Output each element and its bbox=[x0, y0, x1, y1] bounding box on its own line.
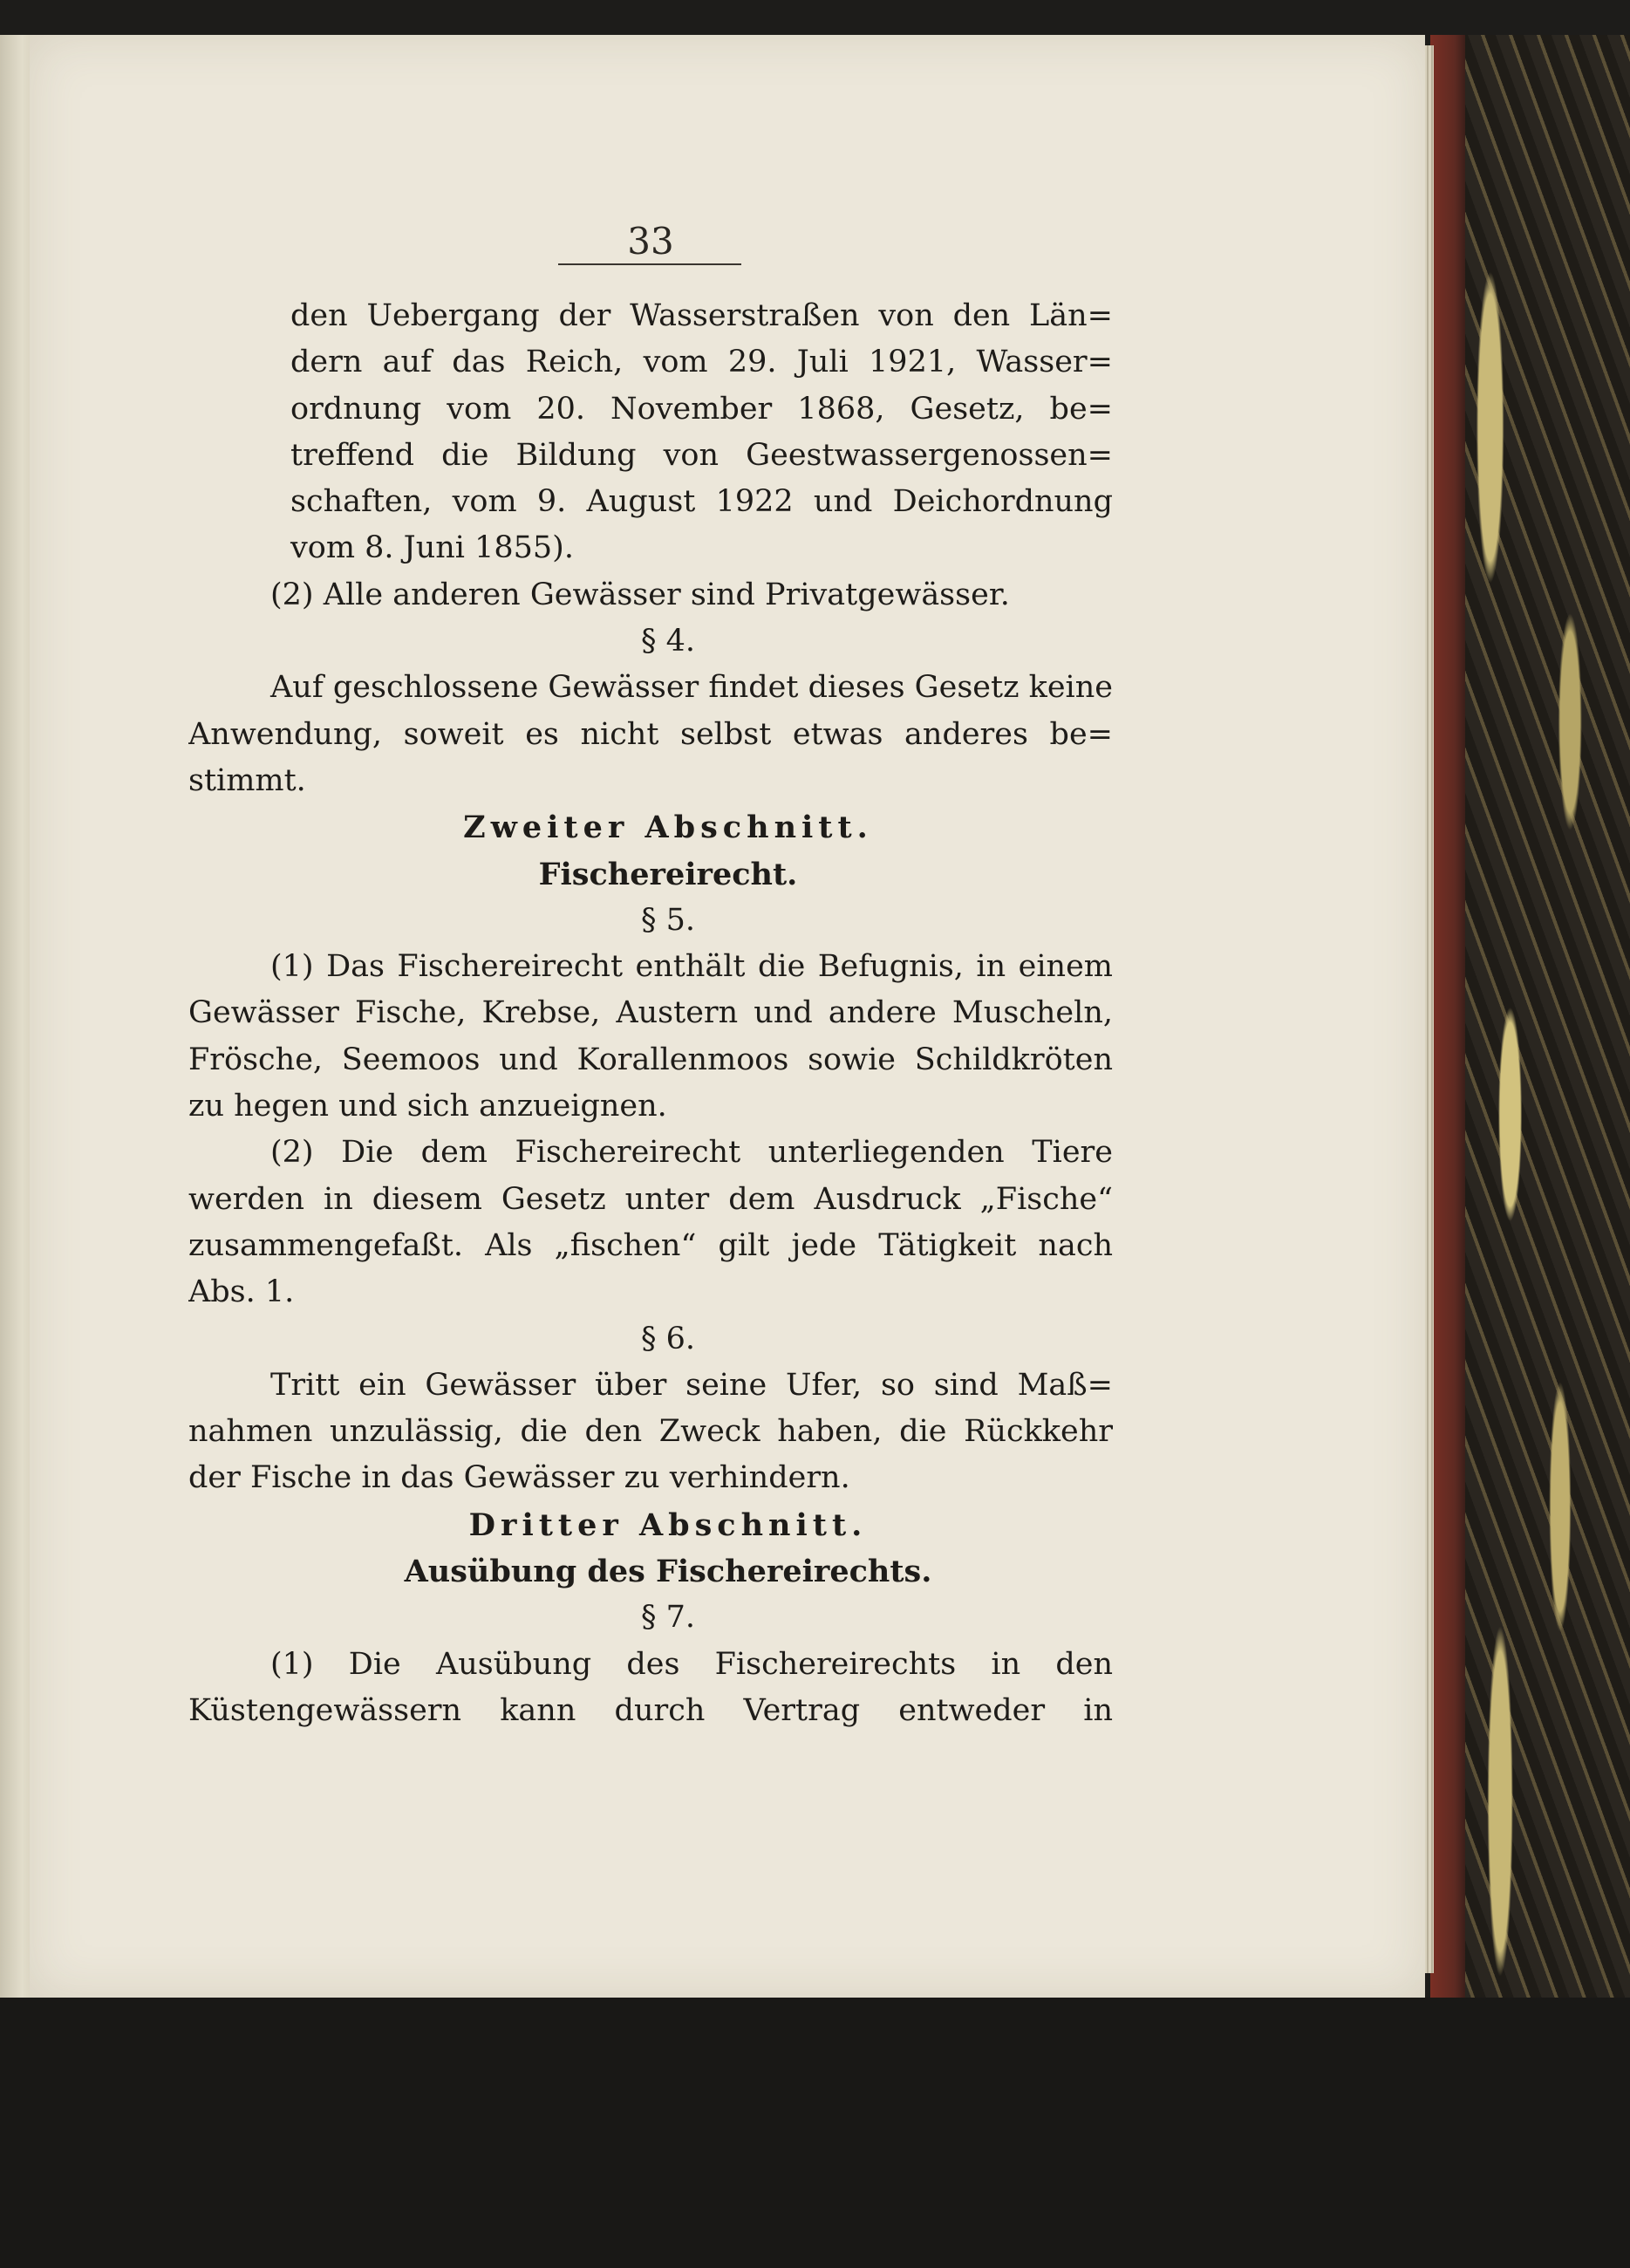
text-line: werden in diesem Gesetz unter dem Ausdruck „Fische“ bbox=[188, 1181, 1113, 1217]
section-heading: Fischereirecht. bbox=[538, 856, 798, 892]
text-line: dern auf das Reich, vom 29. Juli 1921, Wasser= bbox=[290, 345, 1113, 380]
text-line: zu hegen und sich anzueignen. bbox=[188, 1089, 667, 1124]
text-line: (1) Die Ausübung des Fischereirechts in den bbox=[270, 1646, 1113, 1682]
leather-spine-edge bbox=[1430, 35, 1465, 1998]
paragraph-number: § 5. bbox=[640, 902, 696, 938]
paragraph-number: § 7. bbox=[640, 1600, 696, 1636]
text-line: (2) Alle anderen Gewässer sind Privatgewässer. bbox=[270, 577, 1010, 612]
paragraph-number: § 6. bbox=[640, 1321, 696, 1356]
text-line: Tritt ein Gewässer über seine Ufer, so sind Maß= bbox=[270, 1367, 1113, 1403]
header-rule bbox=[558, 263, 741, 265]
text-line: Auf geschlossene Gewässer findet dieses Gesetz keine bbox=[270, 670, 1113, 706]
text-line: den Uebergang der Wasserstraßen von den Län= bbox=[290, 298, 1113, 333]
text-line: nahmen unzulässig, die den Zweck haben, die Rückkehr bbox=[188, 1414, 1113, 1450]
section-heading: Ausübung des Fischereirechts. bbox=[404, 1554, 932, 1590]
text-line: stimmt. bbox=[188, 762, 306, 798]
section-heading: Zweiter Abschnitt. bbox=[463, 810, 873, 846]
text-line: (1) Das Fischereirecht enthält die Befugnis, in einem bbox=[270, 949, 1113, 985]
text-line: Gewässer Fische, Krebse, Austern und andere Muscheln, bbox=[188, 995, 1113, 1031]
body-text bbox=[188, 293, 1113, 1734]
text-line: Anwendung, soweit es nicht selbst etwas anderes be= bbox=[188, 716, 1113, 752]
section-heading: Dritter Abschnitt. bbox=[468, 1506, 868, 1543]
paragraph-number: § 4. bbox=[640, 624, 696, 659]
text-line: zusammengefaßt. Als „fischen“ gilt jede Tätigkeit nach bbox=[188, 1227, 1113, 1263]
text-line: der Fische in das Gewässer zu verhindern. bbox=[188, 1460, 850, 1496]
text-line: schaften, vom 9. August 1922 und Deichordnung bbox=[290, 484, 1113, 520]
text-line: vom 8. Juni 1855). bbox=[290, 530, 574, 566]
text-line: Küstengewässern kann durch Vertrag entweder in bbox=[188, 1692, 1113, 1728]
page-number: 33 bbox=[627, 220, 674, 263]
text-line: ordnung vom 20. November 1868, Gesetz, be= bbox=[290, 391, 1113, 427]
text-line: (2) Die dem Fischereirecht unterliegenden Tiere bbox=[270, 1135, 1113, 1171]
text-line: Frösche, Seemoos und Korallenmoos sowie Schildkröten bbox=[188, 1042, 1113, 1077]
scan-background bbox=[0, 1998, 1630, 2268]
text-line: Abs. 1. bbox=[188, 1274, 295, 1310]
text-line: treffend die Bildung von Geestwassergenossen= bbox=[290, 437, 1113, 473]
